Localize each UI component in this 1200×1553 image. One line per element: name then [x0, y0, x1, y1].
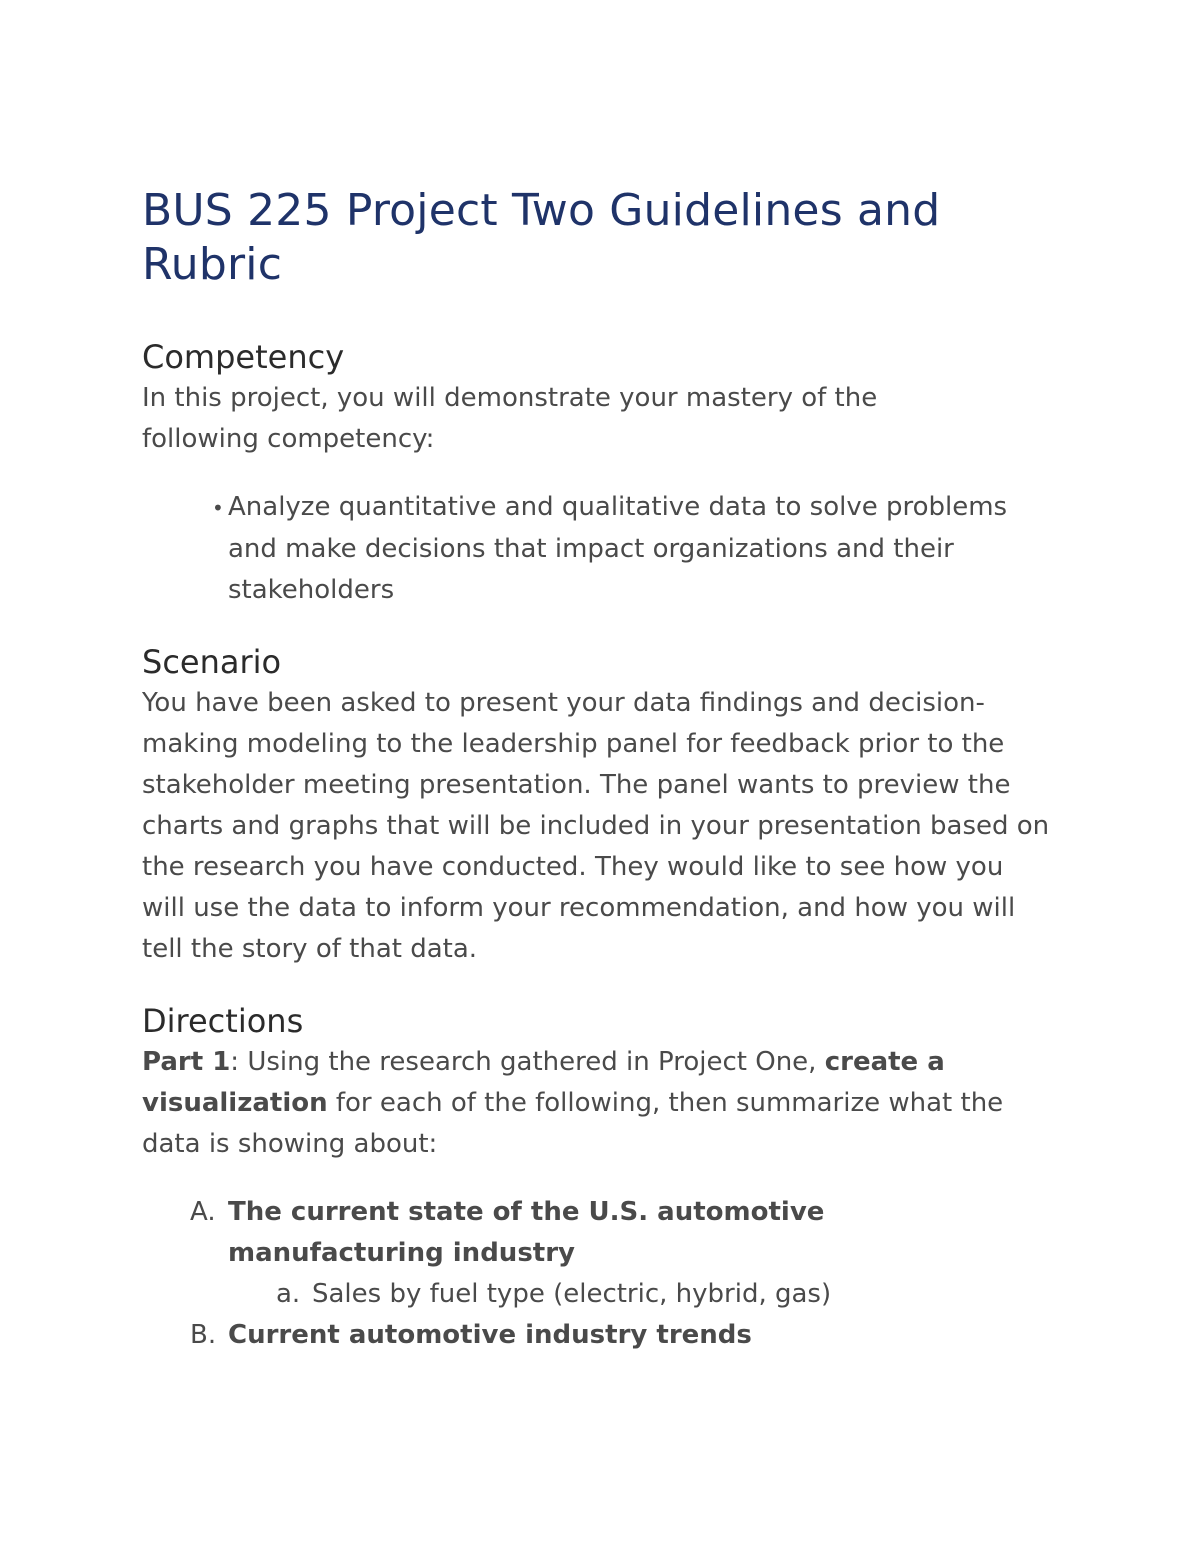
scenario-section [142, 641, 1062, 970]
directions-part1 [142, 1042, 1042, 1165]
directions-item-b-text: Current automotive industry trends [228, 1320, 752, 1350]
directions-item-b [142, 1315, 1062, 1356]
directions-heading: Directions [142, 1002, 304, 1040]
directions-subitem-a-a [142, 1274, 1062, 1315]
list-marker-a: A. [190, 1197, 216, 1227]
directions-item-a-text: The current state of the U.S. automotive manufacturing industry [228, 1197, 825, 1268]
competency-section [142, 336, 1062, 611]
scenario-heading: Scenario [142, 643, 282, 681]
scenario-body: You have been asked to present your data findings and decision-making modeling to the leadership panel for feedback prior to the stakeholder meeting presentation. The panel wants to preview the charts and graphs that will be included in your presentation based on the research you have conducted. They would like to see how you will use the data to inform your recommendation, and how you will tell the story of that data. [142, 688, 1050, 964]
directions-item-a [142, 1192, 928, 1274]
part1-label: Part 1 [142, 1047, 231, 1077]
competency-bullet-text: Analyze quantitative and qualitative data to solve problems and make decisions that impact organizations and their stakeholders [228, 492, 1008, 605]
competency-heading: Competency [142, 338, 345, 376]
part1-text-c: for each of the following, then summarize what the data is showing about: [142, 1088, 1004, 1159]
directions-list [142, 1192, 1062, 1356]
directions-subitem-text: Sales by fuel type (electric, hybrid, gas) [312, 1279, 832, 1309]
bullet-marker: • [212, 496, 224, 520]
list-marker-b: B. [190, 1320, 217, 1350]
competency-intro: In this project, you will demonstrate your mastery of the following competency: [142, 383, 878, 454]
directions-section [142, 1000, 1062, 1356]
competency-bullet-list [142, 487, 1062, 611]
part1-emphasis: create a visualization [142, 1047, 945, 1118]
part1-text-a: : Using the research gathered in Project One, [230, 1047, 825, 1077]
competency-bullet-item [142, 487, 1028, 611]
document-content [142, 184, 1062, 1356]
sub-list-marker: a. [276, 1279, 301, 1309]
document-title: BUS 225 Project Two Guidelines and Rubric [142, 185, 941, 290]
